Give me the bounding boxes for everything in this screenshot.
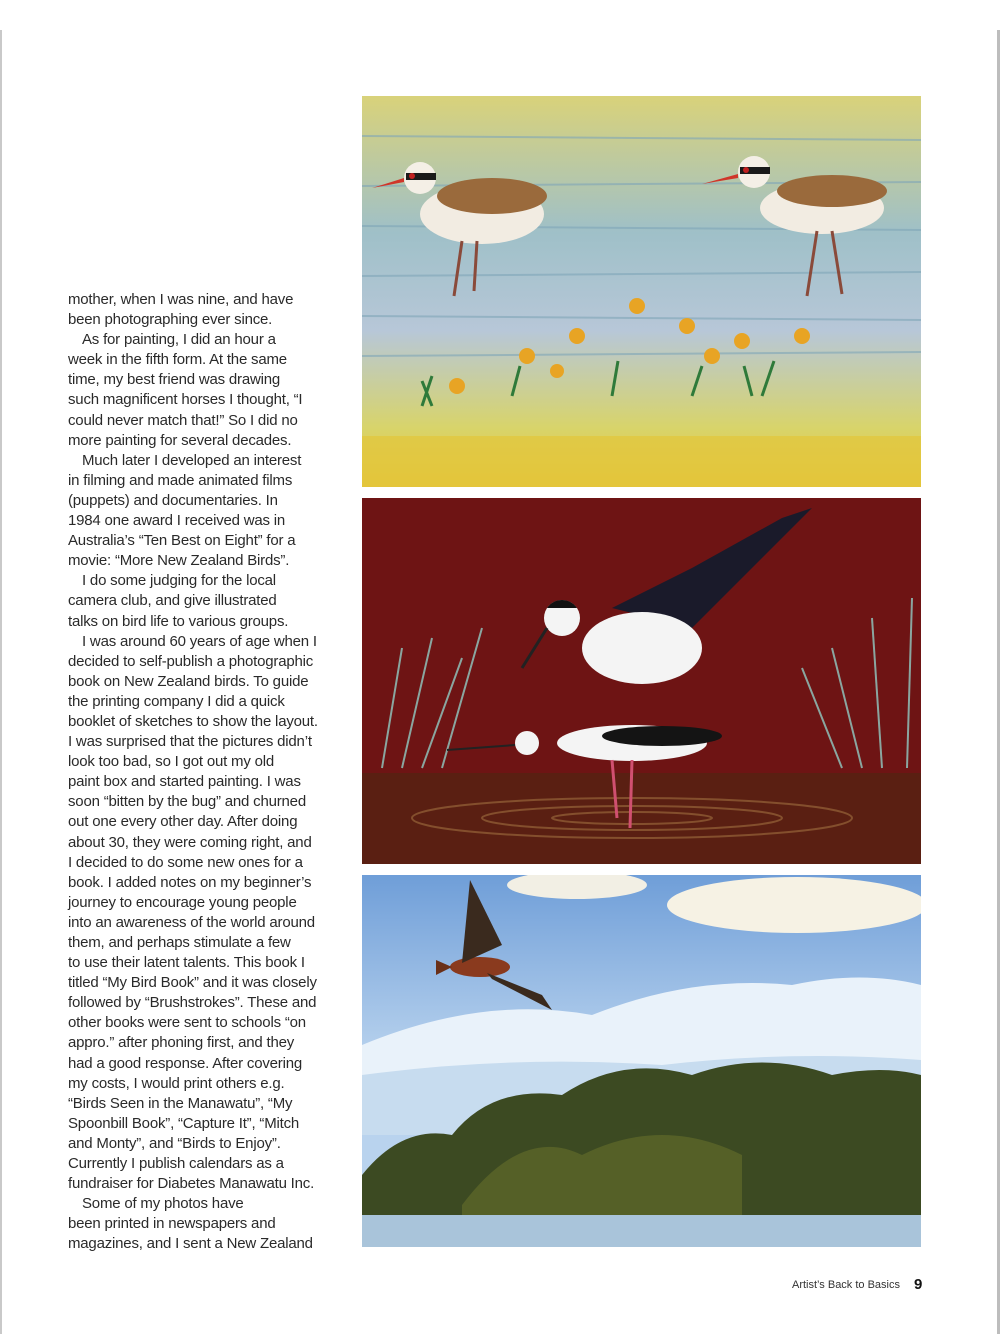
text-line: them, and perhaps stimulate a few	[68, 934, 291, 951]
article-text-column	[68, 290, 338, 1255]
text-line: I do some judging for the local	[82, 572, 276, 590]
text-line: book on New Zealand birds. To guide	[68, 672, 309, 690]
text-line: soon “bitten by the bug” and churned	[68, 793, 306, 811]
text-line: been photographing ever since.	[68, 311, 273, 329]
painting-dotterels-in-water	[362, 96, 921, 487]
text-line: I was surprised that the pictures didn’t	[68, 733, 312, 751]
text-line: magazines, and I sent a New Zealand	[68, 1235, 313, 1253]
text-line: Currently I publish calendars as a	[68, 1155, 284, 1173]
text-line: book. I added notes on my beginner’s	[68, 873, 312, 891]
page-number: 9	[914, 1276, 923, 1293]
text-line: I was around 60 years of age when I	[82, 632, 317, 650]
page-edge-left	[0, 30, 2, 1334]
text-line: Much later I developed an interest	[82, 451, 302, 469]
text-line: into an awareness of the world around	[68, 913, 315, 931]
text-line: appro.” after phoning first, and they	[68, 1034, 295, 1052]
text-line: followed by “Brushstrokes”. These and	[68, 994, 317, 1012]
text-line: more painting for several decades.	[68, 431, 292, 449]
text-line: look too bad, so I got out my old	[68, 753, 275, 771]
text-line: Some of my photos have	[82, 1195, 244, 1213]
text-line: and Monty”, and “Birds to Enjoy”.	[68, 1134, 281, 1152]
text-line: booklet of sketches to show the layout.	[68, 712, 318, 730]
text-line: about 30, they were coming right, and	[68, 833, 312, 851]
text-line: paint box and started painting. I was	[68, 773, 301, 791]
text-line: mother, when I was nine, and have	[68, 291, 294, 308]
text-line: movie: “More New Zealand Birds”.	[68, 552, 290, 570]
footer-publication-title: Artist’s Back to Basics	[792, 1279, 900, 1291]
text-line: the printing company I did a quick	[68, 692, 285, 710]
text-line: Australia’s “Ten Best on Eight” for a	[68, 532, 296, 550]
text-line: (puppets) and documentaries. In	[68, 491, 278, 509]
painting-harrier-over-mountains	[362, 875, 921, 1247]
text-line: I decided to do some new ones for a	[68, 853, 303, 871]
text-line: As for painting, I did an hour a	[82, 331, 276, 349]
text-line: “Birds Seen in the Manawatu”, “My	[68, 1094, 293, 1112]
text-line: Spoonbill Book”, “Capture It”, “Mitch	[68, 1114, 300, 1132]
text-line: week in the fifth form. At the same	[68, 351, 287, 369]
text-line: been printed in newspapers and	[68, 1215, 276, 1233]
text-line: journey to encourage young people	[68, 893, 297, 911]
text-line: decided to self-publish a photographic	[68, 652, 314, 670]
painting-stilts-on-red	[362, 498, 921, 864]
text-line: 1984 one award I received was in	[68, 512, 286, 530]
text-line: time, my best friend was drawing	[68, 371, 281, 389]
text-line: such magnificent horses I thought, “I	[68, 391, 303, 409]
text-line: could never match that!” So I did no	[68, 411, 298, 429]
text-line: camera club, and give illustrated	[68, 592, 277, 610]
text-line: talks on bird life to various groups.	[68, 612, 289, 630]
text-line: other books were sent to schools “on	[68, 1014, 306, 1032]
text-line: to use their latent talents. This book I	[68, 954, 305, 972]
text-line: fundraiser for Diabetes Manawatu Inc.	[68, 1175, 315, 1193]
text-line: out one every other day. After doing	[68, 813, 298, 831]
text-line: had a good response. After covering	[68, 1054, 302, 1072]
text-line: my costs, I would print others e.g.	[68, 1074, 285, 1092]
text-line: in filming and made animated films	[68, 471, 293, 489]
text-line: titled “My Bird Book” and it was closely	[68, 974, 317, 992]
